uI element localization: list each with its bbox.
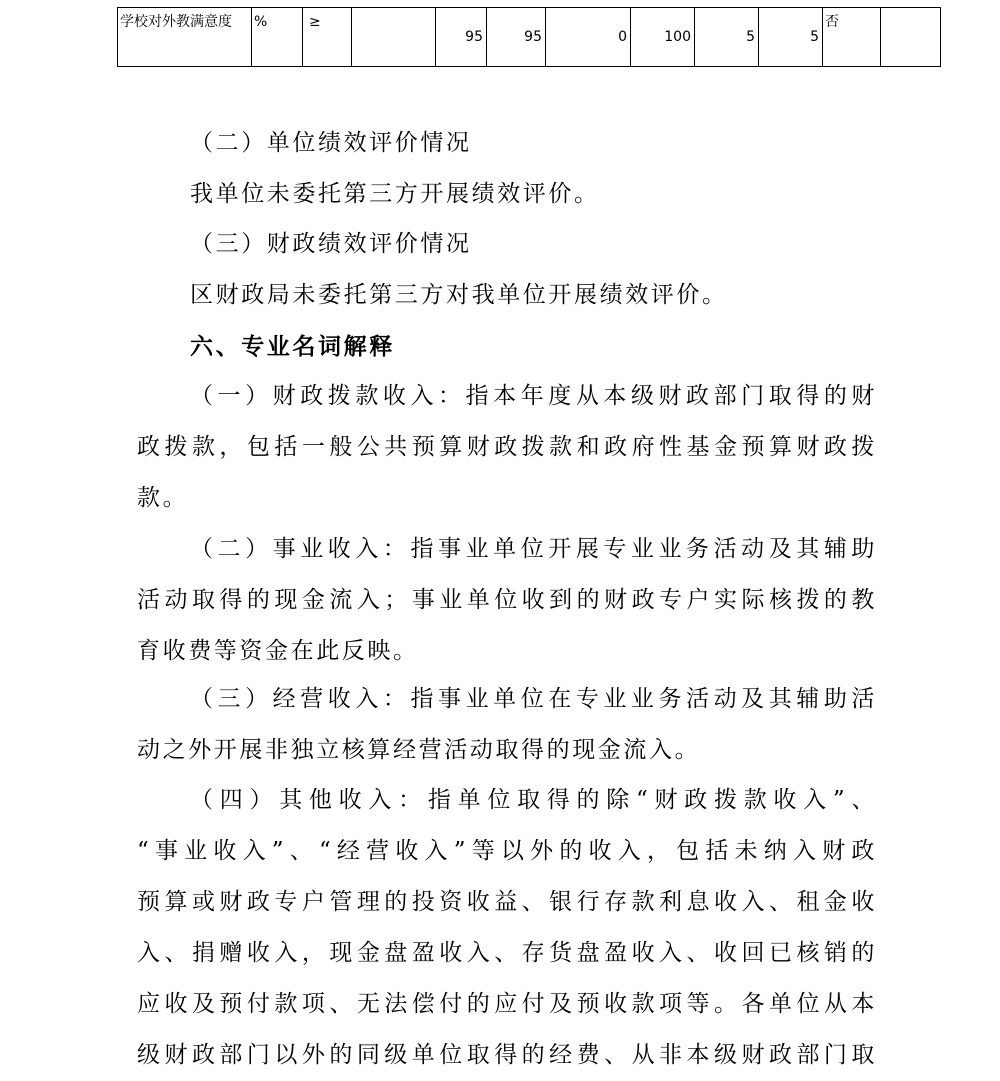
value-cell-6: 5 [695, 8, 759, 67]
value-cell-3: 95 [487, 8, 546, 67]
glossary-term-1 [137, 371, 877, 524]
paragraph-finance-evaluation: 区财政局未委托第三方对我单位开展绩效评价。 [190, 282, 728, 308]
note-cell [881, 8, 941, 67]
section-heading-glossary: 六、专业名词解释 [190, 333, 395, 360]
flag-cell: 否 [823, 8, 881, 67]
term-label-business-income: （二）事业收入： [190, 536, 411, 562]
section-heading-unit-evaluation: （二）单位绩效评价情况 [190, 130, 472, 156]
glossary-term-1-line-1 [137, 371, 877, 422]
performance-indicator-table [117, 7, 941, 67]
table-row [118, 8, 941, 67]
glossary-term-2 [137, 524, 877, 677]
glossary-term-2-line-2: 活动取得的现金流入；事业单位收到的财政专户实际核拨的教 [137, 587, 877, 613]
term-text: 指单位取得的除“财政拨款收入”、 [427, 787, 877, 813]
term-label-fiscal-appropriation: （一）财政拨款收入： [190, 383, 466, 409]
indicator-name-cell: 学校对外教满意度 [118, 8, 252, 67]
glossary-term-2-line-3: 育收费等资金在此反映。 [137, 638, 419, 664]
value-cell-5: 100 [631, 8, 695, 67]
glossary-term-2-line-1 [137, 524, 877, 575]
glossary-term-4-line-4: 入、捐赠收入，现金盘盈收入、存货盘盈收入、收回已核销的 [137, 940, 877, 966]
section-heading-finance-evaluation: （三）财政绩效评价情况 [190, 231, 472, 257]
glossary-term-4-line-2: “事业收入”、“经营收入”等以外的收入，包括未纳入财政 [137, 838, 877, 864]
glossary-term-4-line-6: 级财政部门以外的同级单位取得的经费、从非本级财政部门取 [137, 1042, 877, 1068]
glossary-term-4-line-5: 应收及预付款项、无法偿付的应付及预收款项等。各单位从本 [137, 991, 877, 1017]
glossary-term-4-line-3: 预算或财政专户管理的投资收益、银行存款利息收入、租金收 [137, 889, 877, 915]
glossary-term-1-line-3: 款。 [137, 485, 189, 511]
glossary-term-4 [137, 775, 877, 1081]
glossary-term-3 [137, 674, 877, 776]
paragraph-unit-evaluation: 我单位未委托第三方开展绩效评价。 [190, 181, 600, 207]
value-cell-4: 0 [546, 8, 631, 67]
operator-cell: ≥ [303, 8, 352, 67]
value-cell-2: 95 [436, 8, 487, 67]
glossary-term-4-line-1 [137, 775, 877, 826]
glossary-term-3-line-1 [137, 674, 877, 725]
glossary-term-3-line-2: 动之外开展非独立核算经营活动取得的现金流入。 [137, 737, 701, 763]
value-cell-7: 5 [759, 8, 823, 67]
term-text: 指事业单位在专业业务活动及其辅助活 [410, 686, 877, 712]
value-cell-1 [352, 8, 436, 67]
term-label-operating-income: （三）经营收入： [190, 686, 411, 712]
term-text: 指本年度从本级财政部门取得的财 [465, 383, 878, 409]
term-text: 指事业单位开展专业业务活动及其辅助 [410, 536, 877, 562]
term-label-other-income: （四）其他收入： [190, 787, 428, 813]
unit-cell: % [252, 8, 303, 67]
glossary-term-1-line-2: 政拨款，包括一般公共预算财政拨款和政府性基金预算财政拨 [137, 434, 877, 460]
